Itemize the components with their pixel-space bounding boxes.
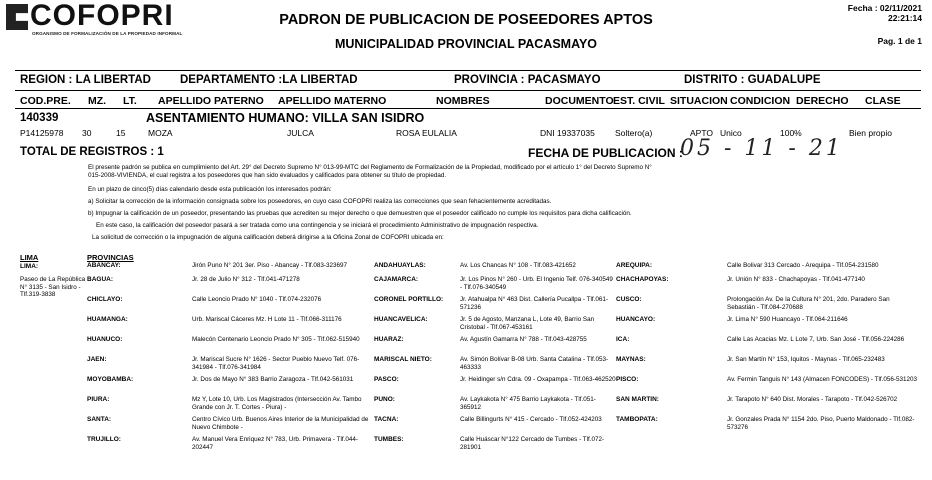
office-address: Calle Billingurts N° 415 - Cercado - Tlf.052-424203 — [460, 416, 602, 423]
fecha-publicacion-label: FECHA DE PUBLICACION : — [528, 146, 683, 160]
col-derecho: DERECHO — [796, 95, 849, 107]
office-address: Urb. Mariscal Cáceres Mz. H Lote 11 - Tlf.066-311176 — [192, 316, 342, 323]
record-nombres: ROSA EULALIA — [396, 128, 457, 138]
distrito: DISTRITO : GUADALUPE — [684, 74, 821, 86]
document-subtitle: MUNICIPALIDAD PROVINCIAL PACASMAYO — [334, 37, 598, 51]
office-address: Av. Simón Bolívar B-08 Urb. Santa Catalina - Tlf.053-463333 — [460, 356, 609, 371]
col-est-civil: EST. CIVIL — [613, 95, 665, 107]
office-address: Av. Laykakota N° 475 Barrio Laykakota - Tlf.051-365912 — [460, 396, 596, 411]
office-address: Jr. Atahualpa N° 463 Dist. Callería Pucallpa - Tlf.061-571236 — [460, 296, 609, 311]
office-address: Jr. Lima N° 590 Huancayo - Tlf.064-211646 — [727, 316, 848, 323]
office-address: Jr. 5 de Agosto, Manzana L, Lote 49, Barrio San Cristobal - Tlf.067-453161 — [460, 316, 595, 331]
office-city: ANDAHUAYLAS: — [374, 262, 426, 269]
office-address: Calle Bolivar 313 Cercado - Arequipa - Tlf.054-231580 — [727, 262, 879, 269]
office-address: Av. Agustín Gamarra N° 788 - Tlf.043-428755 — [460, 336, 587, 343]
office-address: Jr. Mariscal Sucre N° 1626 - Sector Pueblo Nuevo Telf. 076-341984 - Tlf.076-341984 — [192, 356, 360, 371]
divider — [15, 108, 921, 109]
divider — [15, 70, 921, 71]
office-city: TAMBOPATA: — [616, 416, 658, 423]
record-documento: DNI 19337035 — [540, 128, 595, 138]
office-address: Calle Las Acacias Mz. L Lote 7, Urb. San José - Tlf.056-224286 — [727, 336, 905, 343]
record-lt: 15 — [116, 128, 126, 138]
office-city: MOYOBAMBA: — [87, 376, 134, 383]
office-address: Jr. Los Pinos N° 260 - Urb. El Ingenio Telf. 076-340549 - Tlf.076-340549 — [460, 276, 613, 291]
office-city: JAEN: — [87, 356, 107, 363]
group-code: 140339 — [20, 112, 59, 124]
paragraph: La solicitud de corrección o la impugnación de alguna calificación deberá dirigirse a la Oficina Zonal de COFOPRI ubicada en: — [92, 234, 444, 241]
office-city: HUANCAVELICA: — [374, 316, 428, 323]
lima-address: Paseo de La República N° 3135 - San Isidro - Tlf.319-3838 — [20, 276, 86, 299]
office-city: CUSCO: — [616, 296, 642, 303]
paragraph: b) Impugnar la calificación de un poseedor, presentando las pruebas que acrediten su mejor derecho o que demuestren que el poseedor calificado no cumple los requisitos para dicha calificación. — [88, 210, 632, 217]
office-address: Jirón Puno N° 201 3er. Piso - Abancay - Tlf.083-323697 — [192, 262, 348, 269]
office-city: PISCO: — [616, 376, 639, 383]
record-est-civil: Soltero(a) — [615, 128, 653, 138]
office-address: Jr. Dos de Mayo N° 383 Barrio Zaragoza - Tlf.042-561031 — [192, 376, 354, 383]
lima-city: LIMA: — [20, 263, 39, 270]
provincias-header: PROVINCIAS — [87, 253, 134, 262]
office-city: MARISCAL NIETO: — [374, 356, 432, 363]
paragraph: En este caso, la calificación del poseedor pasará a ser tratada como una contingencia y se iniciará el procedimiento Administrativo de impugnación respectiva. — [96, 222, 539, 229]
col-condicion: CONDICION — [730, 95, 791, 107]
record-condicion: Unico — [720, 128, 742, 138]
logo-subtitle: ORGANISMO DE FORMALIZACIÓN DE LA PROPIEDAD INFORMAL — [32, 31, 183, 36]
office-city: CHICLAYO: — [87, 296, 123, 303]
total-registros: TOTAL DE REGISTROS : 1 — [20, 146, 164, 158]
divider — [15, 90, 921, 91]
office-address: Malecón Centenario Leoncio Prado N° 305 - Tlf.062-515940 — [192, 336, 360, 343]
provincia: PROVINCIA : PACASMAYO — [454, 74, 601, 86]
office-city: MAYNAS: — [616, 356, 646, 363]
office-city: AREQUIPA: — [616, 262, 652, 269]
office-city: PIURA: — [87, 396, 110, 403]
office-city: CAJAMARCA: — [374, 276, 419, 283]
asentamiento-name: ASENTAMIENTO HUMANO: VILLA SAN ISIDRO — [146, 111, 425, 125]
office-city: CHACHAPOYAS: — [616, 276, 669, 283]
paragraph: a) Solicitar la corrección de la información consignada sobre los poseedores, en cuyo caso COFOPRI realiza las correcciones que sean fehacientemente acreditadas. — [88, 198, 552, 205]
office-city: HUANCAYO: — [616, 316, 656, 323]
office-address: Jr. Tarapoto N° 640 Dist. Morales - Tarapoto - Tlf.042-526702 — [727, 396, 898, 403]
logo-text: COFOPRI — [30, 0, 174, 32]
record-derecho: 100% — [780, 128, 802, 138]
lima-header: LIMA — [20, 253, 39, 262]
col-nombres: NOMBRES — [436, 95, 490, 107]
office-address: Av. Los Chancas N° 108 - Tlf.083-421652 — [460, 262, 576, 269]
office-address: Calle Leoncio Prado N° 1040 - Tlf.074-232076 — [192, 296, 322, 303]
paragraph: El presente padrón se publica en cumplimiento del Art. 29° del Decreto Supremo N° 013-99-MTC del Reglamento de Formalización de la Propiedad, modificado por el artículo 1° del Decreto Supremo N° — [88, 164, 652, 171]
office-city: PASCO: — [374, 376, 399, 383]
office-city: TUMBES: — [374, 436, 404, 443]
office-city: HUAMANGA: — [87, 316, 128, 323]
office-address: Prolongación Av. De la Cultura N° 201, 2do. Paradero San Sebastián - Tlf.084-270688 — [727, 296, 890, 311]
office-city: ICA: — [616, 336, 630, 343]
page-number: Pag. 1 de 1 — [877, 36, 922, 46]
print-date-label: Fecha : 02/11/2021 — [847, 3, 922, 13]
col-mz: MZ. — [88, 95, 107, 107]
office-address: Jr. 28 de Julio N° 312 - Tlf.041-471278 — [192, 276, 300, 283]
col-documento: DOCUMENTO — [545, 95, 614, 107]
paragraph: 015-2008-VIVIENDA, el cual registra a los poseedores que han sido evaluados y calificados para obtener su título de propiedad. — [88, 172, 447, 179]
office-city: TRUJILLO: — [87, 436, 121, 443]
office-address: Centro Cívico Urb. Buenos Aires Interior de la Municipalidad de Nuevo Chimbote - — [192, 416, 369, 431]
office-city: BAGUA: — [87, 276, 113, 283]
print-date — [848, 3, 922, 23]
office-city: SANTA: — [87, 416, 112, 423]
record-clase: Bien propio — [849, 128, 893, 138]
office-city: SAN MARTIN: — [616, 396, 659, 403]
paragraph: En un plazo de cinco(5) días calendario desde esta publicación los interesados podrán: — [88, 186, 332, 193]
col-lt: LT. — [123, 95, 137, 107]
fecha-publicacion-handwritten: 05 - 11 - 21 — [680, 136, 843, 161]
col-codpre: COD.PRE. — [20, 95, 71, 107]
office-address: Mz Y, Lote 10, Urb. Los Magistrados (Intersección Av. Tambo Grande con Jr. T. Cortes - Piura) - — [192, 396, 362, 411]
office-city: ABANCAY: — [87, 262, 121, 269]
office-address: Calle Huáscar N°122 Cercado de Tumbes - Tlf.072-281901 — [460, 436, 605, 451]
document-title: PADRON DE PUBLICACION DE POSEEDORES APTOS — [279, 12, 653, 28]
office-city: CORONEL PORTILLO: — [374, 296, 444, 303]
col-apellido-paterno: APELLIDO PATERNO — [158, 95, 264, 107]
office-city: HUANUCO: — [87, 336, 123, 343]
record-codpre: P14125978 — [20, 128, 64, 138]
col-clase: CLASE — [865, 95, 901, 107]
print-time: 22:21:14 — [887, 13, 922, 23]
record-apellido-paterno: MOZA — [148, 128, 173, 138]
office-city: PUNO: — [374, 396, 395, 403]
office-address: Av. Manuel Vera Enriquez N° 783, Urb. Primavera - Tlf.044-202447 — [192, 436, 358, 451]
record-mz: 30 — [82, 128, 92, 138]
col-apellido-materno: APELLIDO MATERNO — [278, 95, 387, 107]
office-city: HUARAZ: — [374, 336, 404, 343]
office-address: Jr. Unión N° 833 - Chachapoyas - Tlf.041-477140 — [727, 276, 865, 283]
office-address: Jr. Heidinger s/n Cdra. 09 - Oxapampa - Tlf.063-462520 — [460, 376, 616, 383]
region: REGION : LA LIBERTAD — [20, 74, 151, 86]
office-city: TACNA: — [374, 416, 399, 423]
record-apellido-materno: JULCA — [287, 128, 314, 138]
office-address: Jr. Gonzales Prada N° 1154 2do. Piso, Puerto Maldonado - Tlf.082-573276 — [727, 416, 915, 431]
office-address: Jr. San Martín N° 153, Iquitos - Maynas - Tlf.065-232483 — [727, 356, 885, 363]
office-address: Av. Fermin Tanguis N° 143 (Almacen FONCODES) - Tlf.056-531203 — [727, 376, 917, 383]
col-situacion: SITUACION — [670, 95, 728, 107]
departamento: DEPARTAMENTO :LA LIBERTAD — [180, 74, 358, 86]
record-situacion: APTO — [690, 128, 713, 138]
